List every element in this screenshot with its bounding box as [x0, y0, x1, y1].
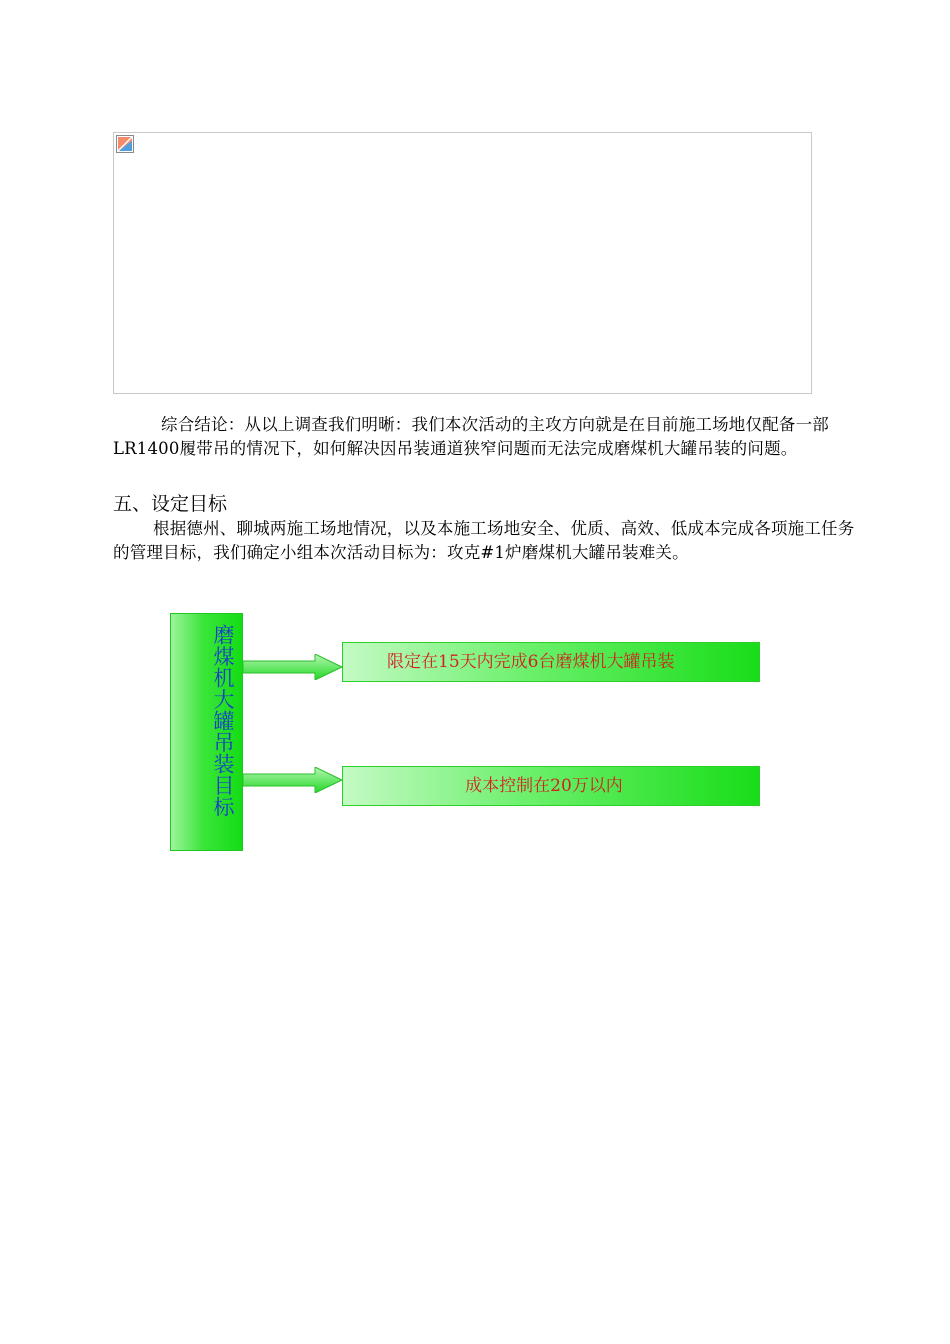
arrow-to-cost-goal [243, 767, 343, 793]
time-goal-text: 限定在15天内完成6台磨煤机大罐吊装 [387, 652, 675, 672]
main-goal-box [170, 613, 243, 851]
target-paragraph: 根据德州、聊城两施工场地情况，以及本施工场地安全、优质、高效、低成本完成各项施工任务的管理目标，我们确定小组本次活动目标为：攻克#1炉磨煤机大罐吊装难关。 [113, 519, 855, 562]
cost-goal-text: 成本控制在20万以内 [465, 776, 623, 796]
section-heading: 五、设定目标 [113, 493, 228, 515]
arrow-to-time-goal [243, 654, 343, 680]
cost-goal-box [342, 766, 760, 806]
conclusion-paragraph: 综合结论：从以上调查我们明晰：我们本次活动的主攻方向就是在目前施工场地仅配备一部LR1400履带吊的情况下，如何解决因吊装通道狭窄问题而无法完成磨煤机大罐吊装的问题。 [113, 415, 829, 458]
broken-image-icon [116, 825, 134, 843]
time-goal-box [342, 642, 760, 682]
image-placeholder-bottom [113, 822, 827, 1120]
broken-image-icon [116, 135, 134, 153]
image-placeholder-top [113, 132, 812, 394]
main-goal-label: 磨煤机大罐吊装目标 [211, 624, 235, 818]
